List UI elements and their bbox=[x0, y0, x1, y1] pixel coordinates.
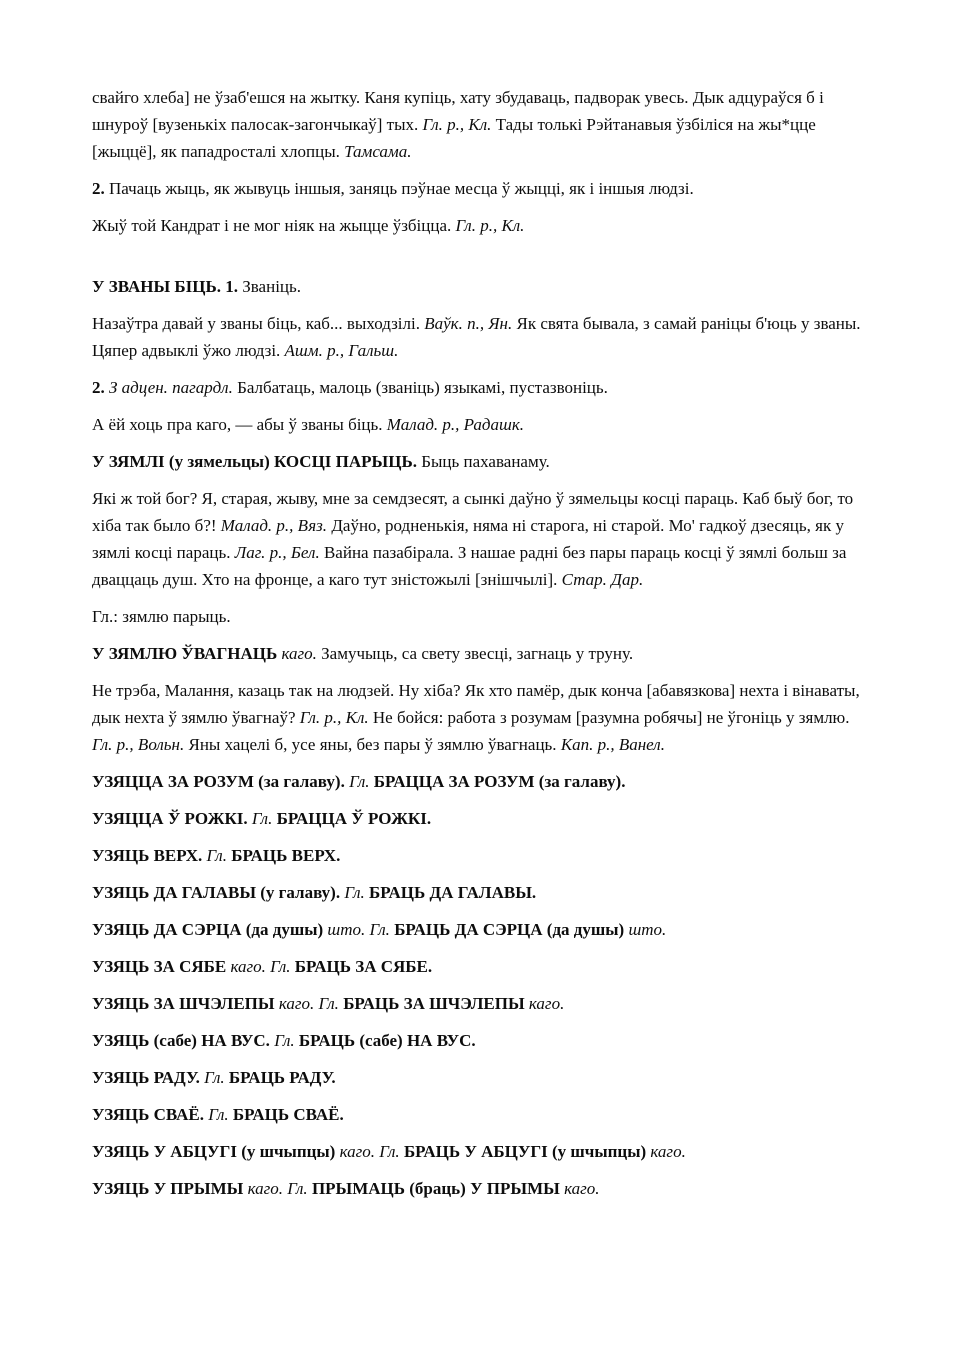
text-run: УЗЯЦЬ У ПРЫМЫ bbox=[92, 1179, 248, 1198]
text-run: БРАЦЬ СВАЁ. bbox=[228, 1105, 344, 1124]
text-run: У ЗЯМЛІ (у зямельцы) КОСЦІ ПАРЫЦЬ. bbox=[92, 452, 417, 471]
entry-sense bbox=[92, 175, 868, 202]
entry-example bbox=[92, 212, 868, 239]
entry-example bbox=[92, 485, 868, 593]
text-run: Ваўк. п., Ян. bbox=[424, 314, 513, 333]
text-run: БРАЦЦА Ў РОЖКІ. bbox=[272, 809, 432, 828]
text-run: БРАЦЬ ДА ГАЛАВЫ. bbox=[364, 883, 537, 902]
text-run: Балбатаць, малоць (званіць) языкамі, пустазвоніць. bbox=[232, 378, 608, 397]
text-run: Лаг. р., Бел. bbox=[234, 543, 320, 562]
entry-example bbox=[92, 411, 868, 438]
text-run: каго. Гл. bbox=[230, 957, 291, 976]
entry-cross-reference bbox=[92, 842, 868, 869]
entry-cross-reference bbox=[92, 916, 868, 943]
entry-text-continuation bbox=[92, 84, 868, 165]
text-run: каго. Гл. bbox=[247, 1179, 308, 1198]
text-run: БРАЦЬ (сабе) НА ВУС. bbox=[294, 1031, 476, 1050]
dictionary-content bbox=[92, 84, 868, 1202]
text-run: Гл. bbox=[274, 1031, 295, 1050]
text-run: каго. bbox=[528, 994, 565, 1013]
text-run: што. bbox=[628, 920, 667, 939]
text-run: УЗЯЦЬ ВЕРХ. bbox=[92, 846, 207, 865]
entry-headword bbox=[92, 640, 868, 667]
text-run: Гл. р., Кл. bbox=[422, 115, 492, 134]
text-run: 2. bbox=[92, 378, 105, 397]
text-run: Гл. bbox=[204, 1068, 225, 1087]
text-run: УЗЯЦЬ ЗА СЯБЕ bbox=[92, 957, 231, 976]
text-run: УЗЯЦЬ ДА СЭРЦА (да душы) bbox=[92, 920, 328, 939]
text-run: УЗЯЦЬ ЗА ШЧЭЛЕПЫ bbox=[92, 994, 279, 1013]
entry-sense bbox=[92, 374, 868, 401]
text-run: Гл. р., Кл. bbox=[455, 216, 525, 235]
text-run: Яны хацелі б, усе яны, без пары ў зямлю ўвагнаць. bbox=[184, 735, 561, 754]
entry-cross-reference bbox=[92, 990, 868, 1017]
text-run: Малад. р., Радашк. bbox=[386, 415, 525, 434]
text-run: З адцен. пагардл. bbox=[109, 378, 233, 397]
entry-cross-reference bbox=[92, 805, 868, 832]
text-run: Пачаць жыць, як жывуць іншыя, заняць пэўнае месца ў жыцці, як і іншыя людзі. bbox=[104, 179, 694, 198]
text-run: УЗЯЦЬ ДА ГАЛАВЫ (у галаву). bbox=[92, 883, 345, 902]
text-run: ПРЫМАЦЬ (браць) У ПРЫМЫ bbox=[307, 1179, 565, 1198]
text-run: УЗЯЦЦА ЗА РОЗУМ (за галаву). bbox=[92, 772, 350, 791]
entry-cross-reference bbox=[92, 603, 868, 630]
text-run: БРАЦЬ ДА СЭРЦА (да душы) bbox=[389, 920, 629, 939]
text-run: Гл. р., Кл. bbox=[299, 708, 369, 727]
text-run: каго. bbox=[650, 1142, 686, 1161]
text-run: У ЗВАНЫ БІЦЬ. 1. bbox=[92, 277, 238, 296]
entry-cross-reference bbox=[92, 1027, 868, 1054]
text-run: УЗЯЦЬ РАДУ. bbox=[92, 1068, 205, 1087]
entry-headword bbox=[92, 448, 868, 475]
text-run: каго. bbox=[281, 644, 317, 663]
text-run: Замучыць, са свету звесці, загнаць у труну. bbox=[316, 644, 634, 663]
text-run: Жыў той Кандрат і не мог ніяк на жыцце ўзбіцца. bbox=[92, 216, 456, 235]
text-run: БРАЦЬ РАДУ. bbox=[224, 1068, 336, 1087]
text-run: УЗЯЦЬ СВАЁ. bbox=[92, 1105, 209, 1124]
text-run: Гл. bbox=[208, 1105, 229, 1124]
text-run: Гл. bbox=[251, 809, 273, 828]
text-run: УЗЯЦЬ (сабе) НА ВУС. bbox=[92, 1031, 275, 1050]
text-run: Як свята бывала, з самай раніцы б'юць у званы. Цяпер адвыклі ўжо людзі. bbox=[92, 314, 861, 360]
entry-cross-reference bbox=[92, 1064, 868, 1091]
text-run: каго. bbox=[564, 1179, 600, 1198]
text-run: што. Гл. bbox=[327, 920, 390, 939]
entry-cross-reference bbox=[92, 879, 868, 906]
text-run: Тады толькі Рэйтанавыя ўзбіліся на жы*цце [жыццё], як пападросталі хлопцы. bbox=[92, 115, 816, 161]
text-run: А ёй хоць пра каго, — абы ў званы біць. bbox=[92, 415, 387, 434]
text-run: БРАЦЬ У АБЦУГІ (у шчыпцы) bbox=[399, 1142, 651, 1161]
text-run: Гл. bbox=[344, 883, 365, 902]
text-run: У ЗЯМЛЮ ЎВАГНАЦЬ bbox=[92, 644, 278, 663]
text-run: Гл. bbox=[349, 772, 370, 791]
entry-cross-reference bbox=[92, 953, 868, 980]
text-run: свайго хлеба] не ўзаб'ешся на жытку. Каня купіць, хату збудаваць, падворак увесь. Дык адцураўся б і шнуроў [вузенькіх палосак-загончыкаў] тых. bbox=[92, 88, 824, 134]
text-run: Не бойся: работа з розумам [разумна робячы] не ўгоніць у зямлю. bbox=[368, 708, 850, 727]
text-run: Гл. bbox=[206, 846, 227, 865]
entry-cross-reference bbox=[92, 1175, 868, 1202]
text-run: Не трэба, Малання, казаць так на людзей. Ну хіба? Як хто памёр, дык конча [абавязкова] нехта і вінаваты, дык нехта ў зямлю ўвагнаў? bbox=[92, 681, 860, 727]
text-run: Даўно, родненькія, няма ні старога, ні старой. Мо' гадкоў дзесяць, як у зямлі косці параць. bbox=[92, 516, 844, 562]
text-run: Ашм. р., Гальш. bbox=[284, 341, 399, 360]
text-run: УЗЯЦЬ У АБЦУГІ (у шчыпцы) bbox=[92, 1142, 340, 1161]
text-run: Гл. р., Вольн. bbox=[92, 735, 185, 754]
entry-example bbox=[92, 677, 868, 758]
text-run: Які ж той бог? Я, старая, жыву, мне за семдзесят, а сынкі даўно ў зямельцы косці параць. Каб быў бог, то хіба так было б?! bbox=[92, 489, 854, 535]
text-run: БРАЦЦА ЗА РОЗУМ (за галаву). bbox=[369, 772, 626, 791]
text-run: 2. bbox=[92, 179, 105, 198]
text-run: Быць пахаванаму. bbox=[416, 452, 550, 471]
entry-cross-reference bbox=[92, 768, 868, 795]
text-run: Вайна пазабірала. З нашае радні без пары параць косці ў зямлі больш за дваццаць душ. Хто на фронце, а каго тут зністожылі [знішчылі]. bbox=[92, 543, 847, 589]
entry-cross-reference bbox=[92, 1101, 868, 1128]
entry-example bbox=[92, 310, 868, 364]
text-run: Гл.: зямлю парыць. bbox=[92, 607, 231, 626]
entry-cross-reference bbox=[92, 1138, 868, 1165]
text-run: Малад. р., Вяз. bbox=[220, 516, 328, 535]
text-run: Назаўтра давай у званы біць, каб... выходзілі. bbox=[92, 314, 425, 333]
text-run: каго. Гл. bbox=[339, 1142, 400, 1161]
text-run: Тамсама. bbox=[344, 142, 412, 161]
text-run: БРАЦЬ ЗА ШЧЭЛЕПЫ bbox=[338, 994, 529, 1013]
text-run: УЗЯЦЦА Ў РОЖКІ. bbox=[92, 809, 252, 828]
text-run: БРАЦЬ ВЕРХ. bbox=[226, 846, 341, 865]
entry-headword bbox=[92, 273, 868, 300]
text-run: Стар. Дар. bbox=[561, 570, 644, 589]
text-run: Званіць. bbox=[237, 277, 302, 296]
text-run: БРАЦЬ ЗА СЯБЕ. bbox=[290, 957, 433, 976]
text-run: каго. Гл. bbox=[278, 994, 339, 1013]
text-run: Кап. р., Ванел. bbox=[560, 735, 665, 754]
